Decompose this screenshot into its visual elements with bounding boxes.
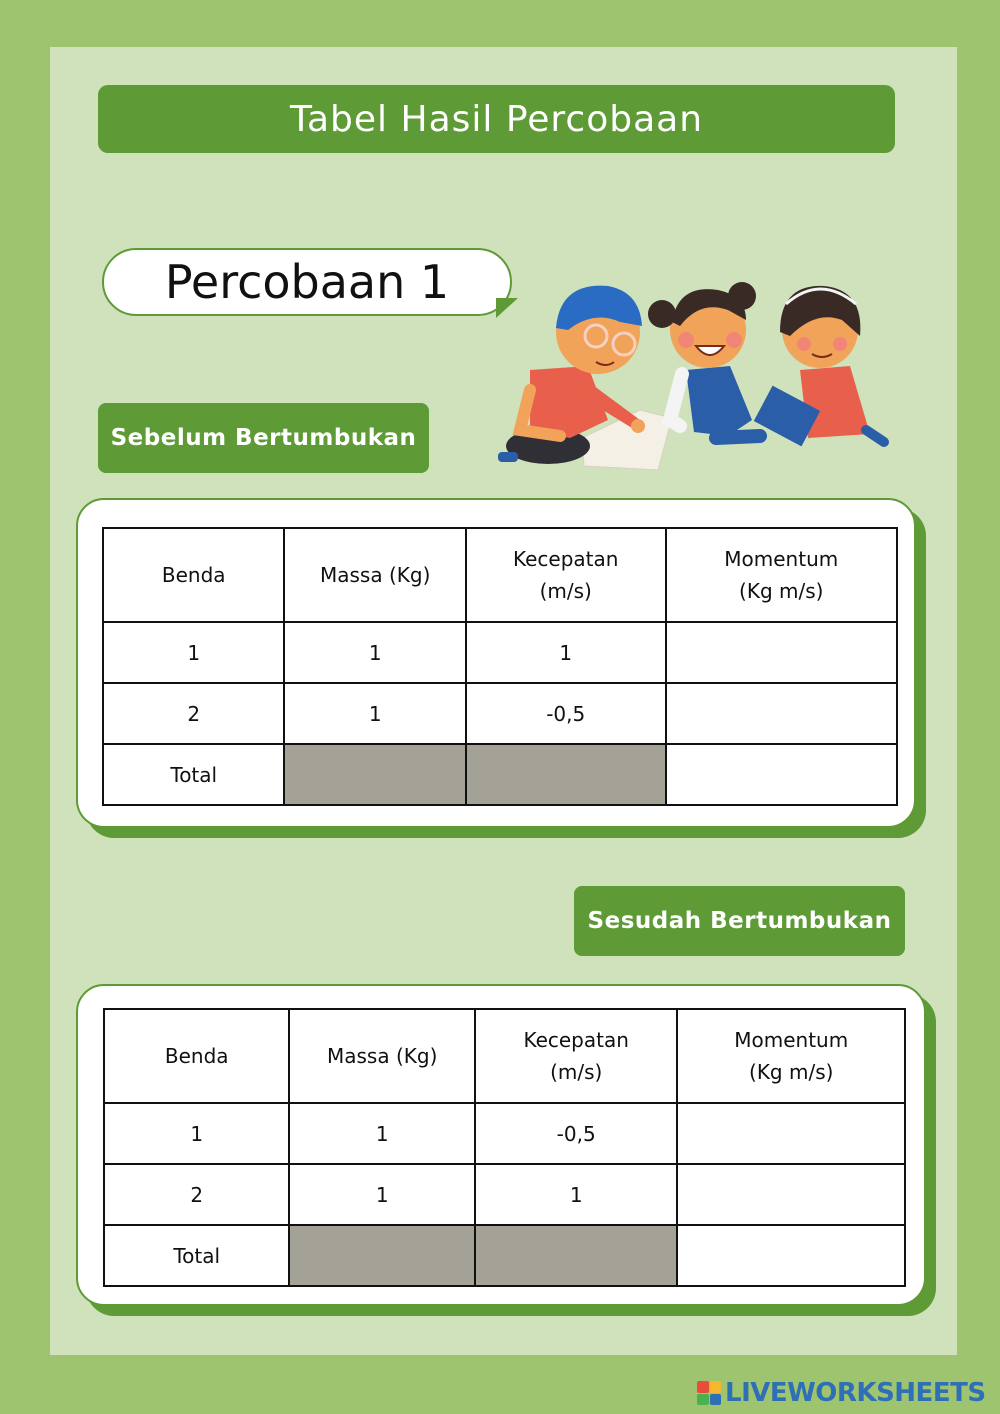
header-momentum: Momentum (Kg m/s)	[666, 528, 897, 622]
total-label: Total	[103, 744, 284, 805]
page-title: Tabel Hasil Percobaan	[98, 85, 895, 153]
header-kecepatan: Kecepatan (m/s)	[475, 1009, 678, 1103]
table-row	[104, 1164, 905, 1225]
after-table	[103, 1008, 906, 1287]
header-benda: Benda	[103, 528, 284, 622]
table-header-row	[103, 528, 897, 622]
after-collision-label: Sesudah Bertumbukan	[574, 886, 905, 956]
cell-benda: 1	[104, 1103, 289, 1164]
header-massa: Massa (Kg)	[284, 528, 465, 622]
header-benda: Benda	[104, 1009, 289, 1103]
momentum-answer-cell[interactable]	[677, 1103, 905, 1164]
experiment-bubble: Percobaan 1	[102, 248, 512, 316]
shaded-cell	[475, 1225, 678, 1286]
header-massa: Massa (Kg)	[289, 1009, 474, 1103]
table-row	[104, 1103, 905, 1164]
table-header-row	[104, 1009, 905, 1103]
brand-name: LIVEWORKSHEETS	[725, 1378, 986, 1408]
total-label: Total	[104, 1225, 289, 1286]
table-row	[103, 683, 897, 744]
kid-middle	[648, 282, 760, 438]
shaded-cell	[284, 744, 465, 805]
cell-benda: 1	[103, 622, 284, 683]
cell-massa: 1	[289, 1103, 474, 1164]
children-illustration	[490, 270, 900, 480]
momentum-answer-cell[interactable]	[677, 1164, 905, 1225]
cell-kecepatan: 1	[475, 1164, 678, 1225]
kid-right	[754, 286, 884, 446]
before-collision-label: Sebelum Bertumbukan	[98, 403, 429, 473]
liveworksheets-brand[interactable]	[697, 1378, 986, 1408]
momentum-answer-cell[interactable]	[666, 683, 897, 744]
cell-massa: 1	[284, 622, 465, 683]
header-kecepatan: Kecepatan (m/s)	[466, 528, 666, 622]
shaded-cell	[466, 744, 666, 805]
cell-benda: 2	[103, 683, 284, 744]
total-momentum-answer-cell[interactable]	[677, 1225, 905, 1286]
cell-kecepatan: -0,5	[475, 1103, 678, 1164]
total-momentum-answer-cell[interactable]	[666, 744, 897, 805]
cell-massa: 1	[284, 683, 465, 744]
cell-massa: 1	[289, 1164, 474, 1225]
cell-kecepatan: -0,5	[466, 683, 666, 744]
before-table	[102, 527, 898, 806]
after-table-card	[76, 984, 926, 1306]
total-row	[104, 1225, 905, 1286]
cell-kecepatan: 1	[466, 622, 666, 683]
cell-benda: 2	[104, 1164, 289, 1225]
shaded-cell	[289, 1225, 474, 1286]
total-row	[103, 744, 897, 805]
header-momentum: Momentum (Kg m/s)	[677, 1009, 905, 1103]
liveworksheets-logo-icon	[697, 1381, 721, 1405]
momentum-answer-cell[interactable]	[666, 622, 897, 683]
before-table-card	[76, 498, 916, 828]
table-row	[103, 622, 897, 683]
